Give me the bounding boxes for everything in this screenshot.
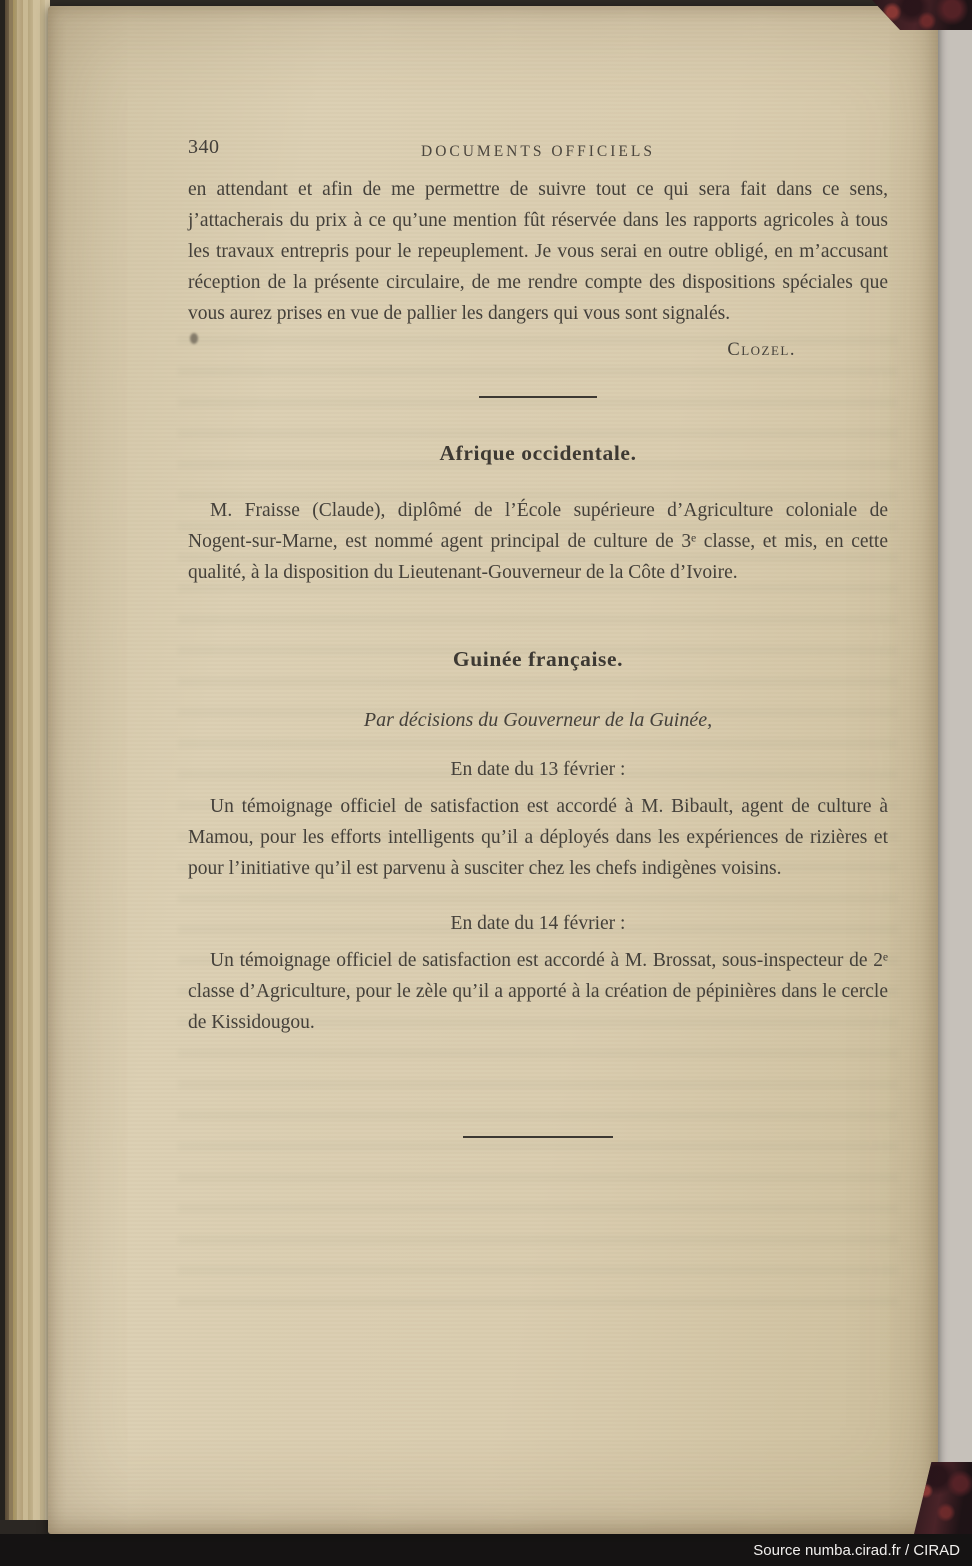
source-attribution-bar xyxy=(0,1534,972,1566)
circular-body-paragraph: en attendant et afin de me permettre de suivre tout ce qui sera fait dans ce sens, j’attacherais du prix à ce qu’une mention fût réservée dans les rapports agricoles à tous les travaux entrepris pour le repeuplement. Je vous serai en outre obligé, en m’accusant réception de la présente circulaire, de me rendre compte des dispositions spéciales que vous aurez prises en vue de pallier les dangers qui vous sont signalés. xyxy=(188,179,888,324)
entry-paragraph-brossat: Un témoignage officiel de satisfaction est accordé à M. Brossat, sous-inspecteur de 2ᵉ classe d’Agriculture, pour le zèle qu’il a apporté à la création de pépinières dans le cercle de Kissidougou. xyxy=(188,950,888,1033)
signature-clozel: Clozel. xyxy=(727,340,796,360)
section-divider-rule xyxy=(479,396,597,398)
page-number: 340 xyxy=(188,136,220,158)
end-divider-rule xyxy=(463,1136,613,1138)
book-page-edges xyxy=(0,0,50,1566)
date-line-14-fevrier: En date du 14 février : xyxy=(450,913,626,934)
page-header xyxy=(188,132,888,162)
section-title-afrique-occidentale: Afrique occidentale. xyxy=(439,441,637,465)
date-line-13-fevrier: En date du 13 février : xyxy=(450,759,626,780)
section-title-guinee-francaise: Guinée française. xyxy=(452,647,624,671)
scanned-page xyxy=(48,6,938,1534)
source-attribution-text: Source numba.cirad.fr / CIRAD xyxy=(753,1541,960,1559)
afrique-paragraph: M. Fraisse (Claude), diplômé de l’École supérieure d’Agriculture coloniale de Nogent-sur-Marne, est nommé agent principal de culture de 3ᵉ classe, et mis, en cette qualité, à la disposition du Lieutenant-Gouverneur de la Côte d’Ivoire. xyxy=(188,500,888,583)
running-head: DOCUMENTS OFFICIELS xyxy=(421,143,655,160)
page-content xyxy=(188,132,888,1138)
guinee-subtitle: Par décisions du Gouverneur de la Guinée, xyxy=(363,709,713,731)
entry-paragraph-bibault: Un témoignage officiel de satisfaction est accordé à M. Bibault, agent de culture à Mamou, pour les efforts intelligents qu’il a déployés dans les expériences de rizières et pour l’initiative qu’il est parvenu à susciter chez les chefs indigènes voisins. xyxy=(188,796,888,879)
